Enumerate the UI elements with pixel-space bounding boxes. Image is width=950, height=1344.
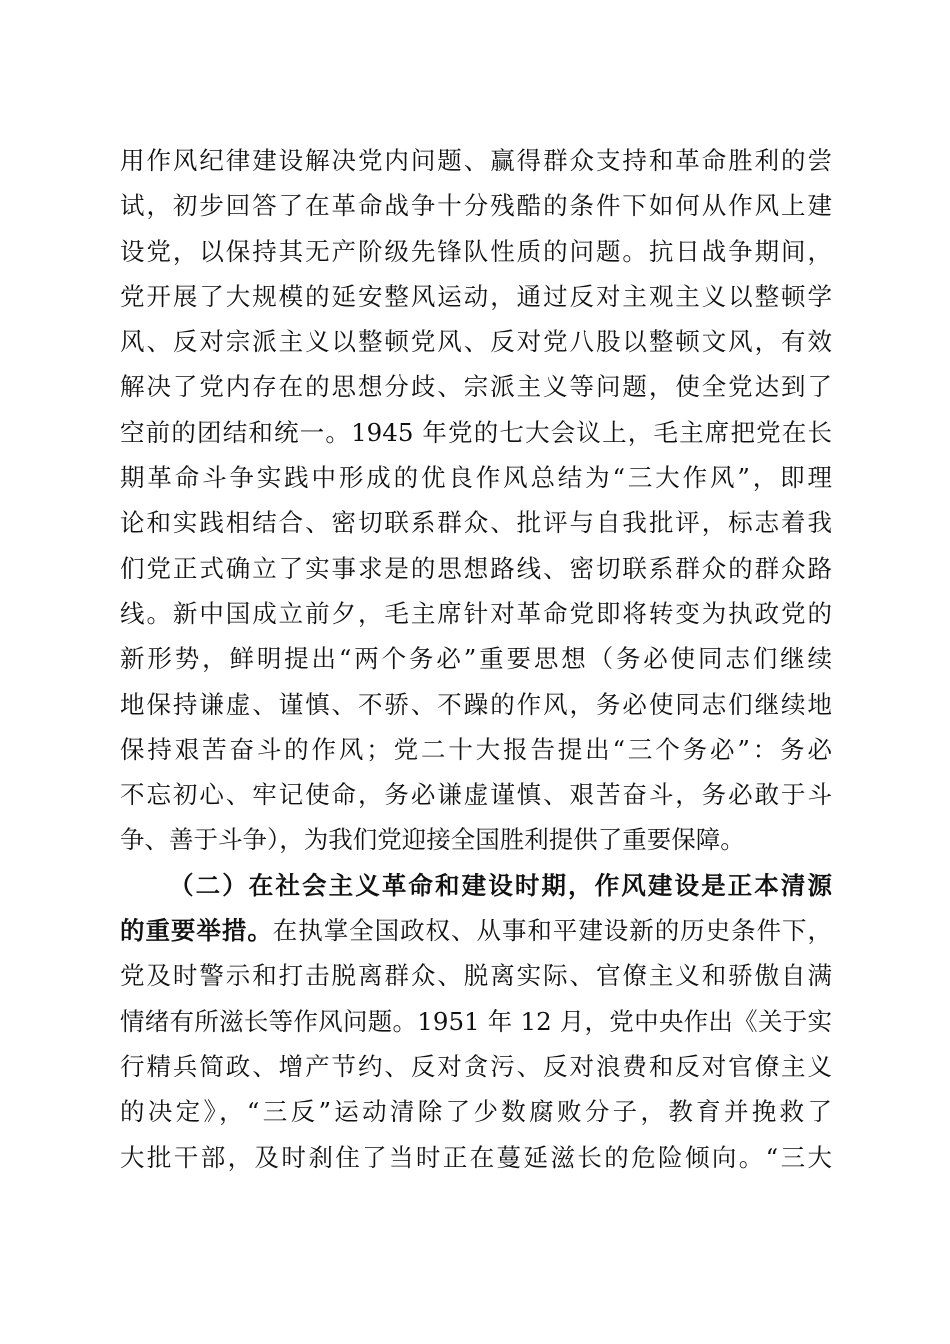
text-line: 情绪有所滋长等作风问题。1951 年 12 月，党中央作出《关于实: [120, 1006, 832, 1036]
text-line: 空前的团结和统一。1945 年党的七大会议上，毛主席把党在长: [120, 417, 832, 447]
text-line: 大批干部，及时刹住了当时正在蔓延滋长的危险倾向。“三大: [120, 1142, 832, 1172]
text-line: 论和实践相结合、密切联系群众、批评与自我批评，标志着我: [120, 508, 832, 538]
text-span: 在执掌全国政权、从事和平建设新的历史条件下，: [272, 916, 833, 946]
text-line: 保持艰苦奋斗的作风；党二十大报告提出“三个务必”：务必: [120, 734, 832, 764]
text-line: 设党，以保持其无产阶级先锋队性质的问题。抗日战争期间，: [120, 236, 832, 266]
text-line: 地保持谦虚、谨慎、不骄、不躁的作风，务必使同志们继续地: [120, 689, 832, 719]
text-line: 的决定》，“三反”运动清除了少数腐败分子，教育并挽救了: [120, 1097, 832, 1127]
text-line: 试，初步回答了在革命战争十分残酷的条件下如何从作风上建: [120, 191, 832, 221]
text-line: 期革命斗争实践中形成的优良作风总结为“三大作风”，即理: [120, 463, 832, 493]
text-line: 线。新中国成立前夕，毛主席针对革命党即将转变为执政党的: [120, 598, 832, 628]
text-line: 争、善于斗争），为我们党迎接全国胜利提供了重要保障。: [120, 825, 745, 855]
section-heading-line: （二）在社会主义革命和建设时期，作风建设是正本清源: [169, 870, 832, 900]
text-line: 风、反对宗派主义以整顿党风、反对党八股以整顿文风，有效: [120, 327, 832, 357]
text-line: 党及时警示和打击脱离群众、脱离实际、官僚主义和骄傲自满: [120, 961, 832, 991]
text-line: 新形势，鲜明提出“两个务必”重要思想（务必使同志们继续: [120, 644, 832, 674]
text-line: 用作风纪律建设解决党内问题、赢得群众支持和革命胜利的尝: [120, 146, 832, 175]
text-line-mixed: [120, 908, 832, 953]
text-line: 不忘初心、牢记使命，务必谦虚谨慎、艰苦奋斗，务必敢于斗: [120, 780, 832, 810]
text-line: 解决了党内存在的思想分歧、宗派主义等问题，使全党达到了: [120, 372, 832, 402]
body-text: [120, 138, 832, 1180]
section-heading-continuation: 的重要举措。: [120, 916, 273, 946]
text-line: 行精兵简政、增产节约、反对贪污、反对浪费和反对官僚主义: [120, 1051, 832, 1081]
text-line: 们党正式确立了实事求是的思想路线、密切联系群众的群众路: [120, 553, 832, 583]
text-line: 党开展了大规模的延安整风运动，通过反对主观主义以整顿学: [120, 281, 832, 311]
